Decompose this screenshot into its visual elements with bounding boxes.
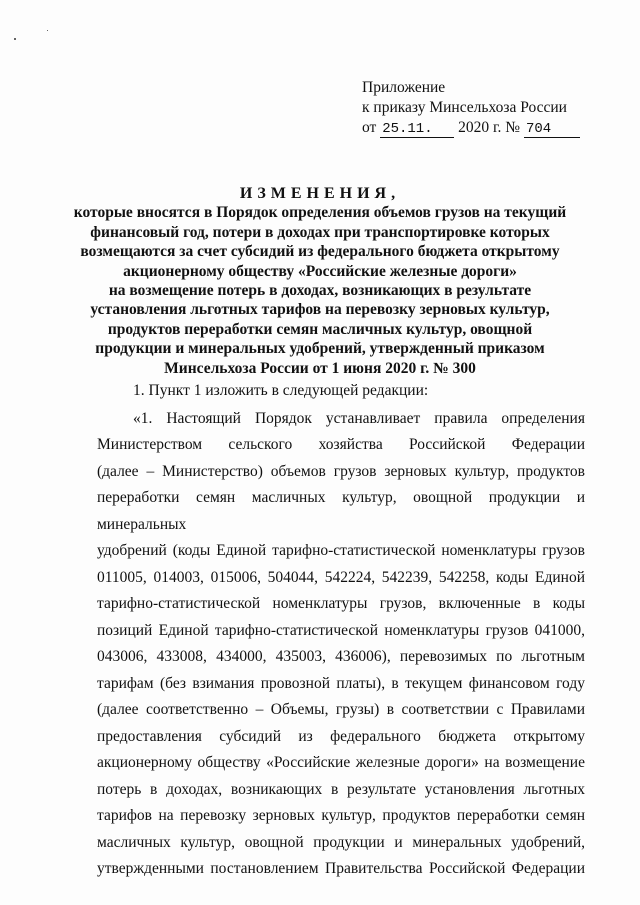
document-body [97,378,585,883]
document-heading [60,184,580,378]
date-prefix: от [362,119,377,136]
paragraph-line: утвержденными постановлением Правительства Российской Федерации [97,860,585,877]
heading-line: на возмещение потерь в доходах, возникающих в результате [108,282,532,300]
paragraph-line: масличных культур, овощной продукции и минеральных удобрений, [97,833,585,851]
heading-line: возмещаются за счет субсидий из федерального бюджета открытому [80,243,560,261]
appendix-order-reference: к приказу Минсельхоза России [362,99,567,116]
paragraph-line: акционерному обществу «Российские железные дороги» на возмещение [97,754,585,771]
item-1-instruction: 1. Пункт 1 изложить в следующей редакции: [133,382,429,399]
heading-line: установления льготных тарифов на перевозку зерновых культур, [90,301,550,319]
quoted-paragraph [97,406,585,883]
heading-line: продуктов переработки семян масличных культур, овощной [107,320,533,338]
heading-line: финансовый год, потери в доходах при транспортировке которых [90,223,550,241]
paragraph-line: (далее – Министерство) объемов грузов зерновых культур, продуктов [97,462,585,480]
appendix-label: Приложение [362,79,446,96]
paragraph-line: 011005, 014003, 015006, 504044, 542224, 542239, 542258, коды Единой [97,568,585,586]
scan-speck [14,38,16,40]
paragraph-line: Министерством сельского хозяйства Российской Федерации [97,436,585,453]
scan-speck [47,30,48,31]
paragraph-line: тарифно-статистической номенклатуры грузов, включенные в коды [97,595,585,612]
appendix-date-line [362,118,580,138]
heading-line: Минсельхоза России от 1 июня 2020 г. № 300 [164,359,476,377]
appendix-block [362,78,580,138]
paragraph-line: 043006, 433008, 434000, 435003, 436006), перевозимых по льготным [97,648,585,665]
paragraph-line: «1. Настоящий Порядок устанавливает правила определения [133,409,585,427]
document-title: ИЗМЕНЕНИЯ, [239,185,401,202]
paragraph-line: переработки семян масличных культур, овощной продукции и минеральных [97,489,585,533]
paragraph-line: тарифам (без взимания провозной платы), в текущем финансовом году [97,674,585,692]
paragraph-line: удобрений (коды Единой тарифно-статистической номенклатуры грузов [97,542,585,559]
heading-line: продукции и минеральных удобрений, утвержденный приказом [95,340,545,358]
order-date-handwritten: 25.11. [380,122,454,138]
paragraph-line: позиций Единой тарифно-статистической номенклатуры грузов 041000, [97,621,585,639]
order-year-text: 2020 г. № [458,119,521,136]
paragraph-line: тарифов на перевозку зерновых культур, продуктов переработки семян [97,807,585,824]
paragraph-line: (далее соответственно – Объемы, грузы) в соответствии с Правилами [97,701,585,718]
paragraph-line: потерь в доходах, возникающих в результате установления льготных [97,780,585,798]
heading-line: которые вносятся в Порядок определения объемов грузов на текущий [73,204,567,222]
heading-line: акционерному обществу «Российские железные дороги» [123,262,517,280]
order-number-handwritten: 704 [524,122,580,138]
paragraph-line: предоставления субсидий из федерального бюджета открытому [97,727,585,745]
